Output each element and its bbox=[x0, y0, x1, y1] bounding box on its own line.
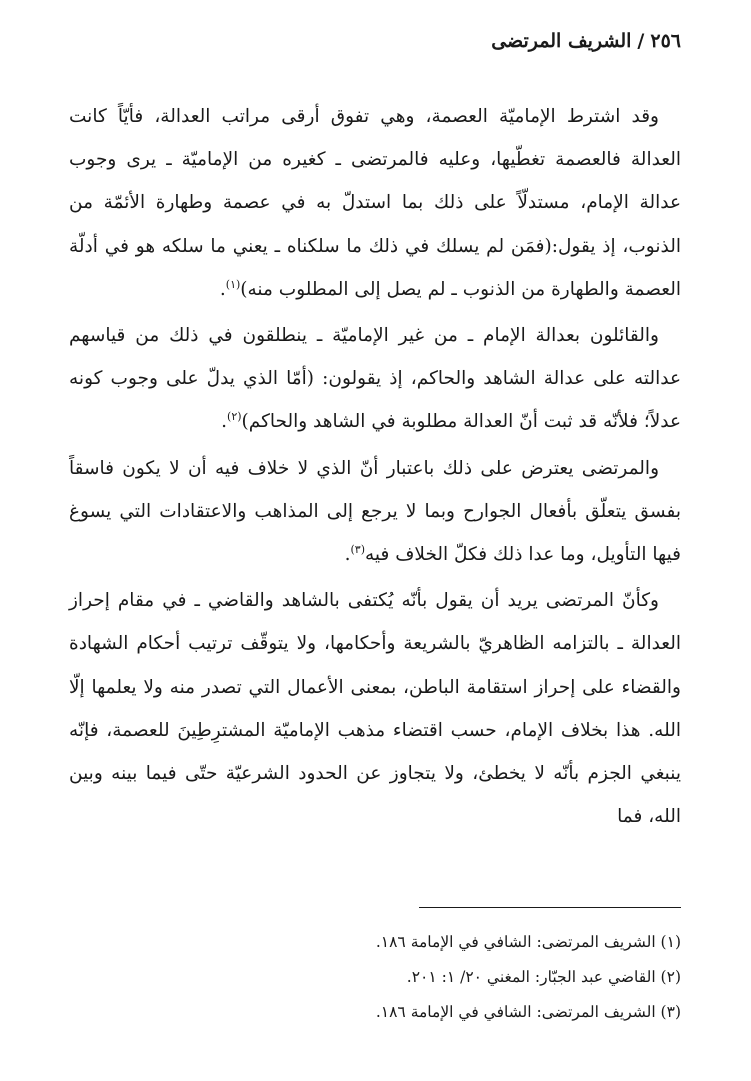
footnote-divider bbox=[419, 907, 681, 908]
body-text bbox=[69, 95, 681, 838]
paragraph-text: والمرتضى يعترض على ذلك باعتبار أنّ الذي لا خلاف فيه أن لا يكون فاسقاً بفسق يتعلّق بأفعال الجوارح وبما لا يرجع إلى المذاهب والاعتقادات التي يسوغ فيها التأويل، وما عدا ذلك فكلّ الخلاف فيه bbox=[69, 457, 681, 566]
paragraph-text: وقد اشترط الإماميّة العصمة، وهي تفوق أرقى مراتب العدالة، فأيّاً كانت العدالة فالعصمة تغطّيها، وعليه فالمرتضى ـ كغيره من الإماميّة ـ يرى وجوب عدالة الإمام، مستدلّاً على ذلك بما استدلّ به في عصمة وطهارة الأئمّة من الذنوب، إذ يقول:(فمَن لم يسلك في ذلك ما سلكناه ـ يعني ما سلكه هو في أدلّة العصمة والطهارة من الذنوب ـ لم يصل إلى المطلوب منه) bbox=[69, 106, 681, 300]
book-title: الشريف المرتضى bbox=[491, 30, 632, 52]
paragraph-3 bbox=[69, 447, 681, 577]
paragraph-1 bbox=[69, 95, 681, 311]
footnote-ref-3: (٣) bbox=[350, 542, 365, 556]
paragraph-4 bbox=[69, 579, 681, 838]
paragraph-end: . bbox=[344, 544, 351, 566]
footnote-2: (٢) القاضي عبد الجبّار: المغني ٢٠/ ١: ٢٠١. bbox=[406, 968, 681, 986]
paragraph-2 bbox=[69, 314, 681, 444]
paragraph-end: . bbox=[219, 278, 226, 300]
header-separator: / bbox=[637, 30, 645, 52]
paragraph-text: وكأنّ المرتضى يريد أن يقول بأنّه يُكتفى بالشاهد والقاضي ـ في مقام إحراز العدالة ـ بالتزامه الظاهريّ بالشريعة وأحكامها، ولا يتوقّف ترتيب أحكام الشهادة والقضاء على إحراز استقامة الباطن، بمعنى الأعمال التي تصدر منه ولا يعلمها إلّا الله. هذا بخلاف الإمام، حسب اقتضاء مذهب الإماميّة المشترِطِينَ للعصمة، فإنّه ينبغي الجزم بأنّه لا يخطئ، ولا يتجاوز عن الحدود الشرعيّة حتّى فيما بينه وبين الله، فما bbox=[69, 590, 681, 828]
paragraph-end: . bbox=[221, 411, 228, 433]
footnote-ref-2: (٢) bbox=[227, 410, 242, 424]
paragraph-text: والقائلون بعدالة الإمام ـ من غير الإماميّة ـ ينطلقون في ذلك من قياسهم عدالته على عدالة الشاهد والحاكم، إذ يقولون: (أمّا الذي يدلّ على وجوب كونه عدلاً؛ فلأنّه قد ثبت أنّ العدالة مطلوبة في الشاهد والحاكم) bbox=[69, 325, 681, 433]
footnote-3: (٣) الشريف المرتضى: الشافي في الإمامة ١٨٦. bbox=[375, 1003, 681, 1021]
page-number: ٢٥٦ bbox=[650, 30, 681, 52]
footnote-1: (١) الشريف المرتضى: الشافي في الإمامة ١٨٦. bbox=[375, 933, 681, 951]
footnote-ref-1: (١) bbox=[225, 277, 241, 291]
running-header bbox=[491, 30, 681, 52]
footnotes bbox=[69, 925, 681, 1030]
